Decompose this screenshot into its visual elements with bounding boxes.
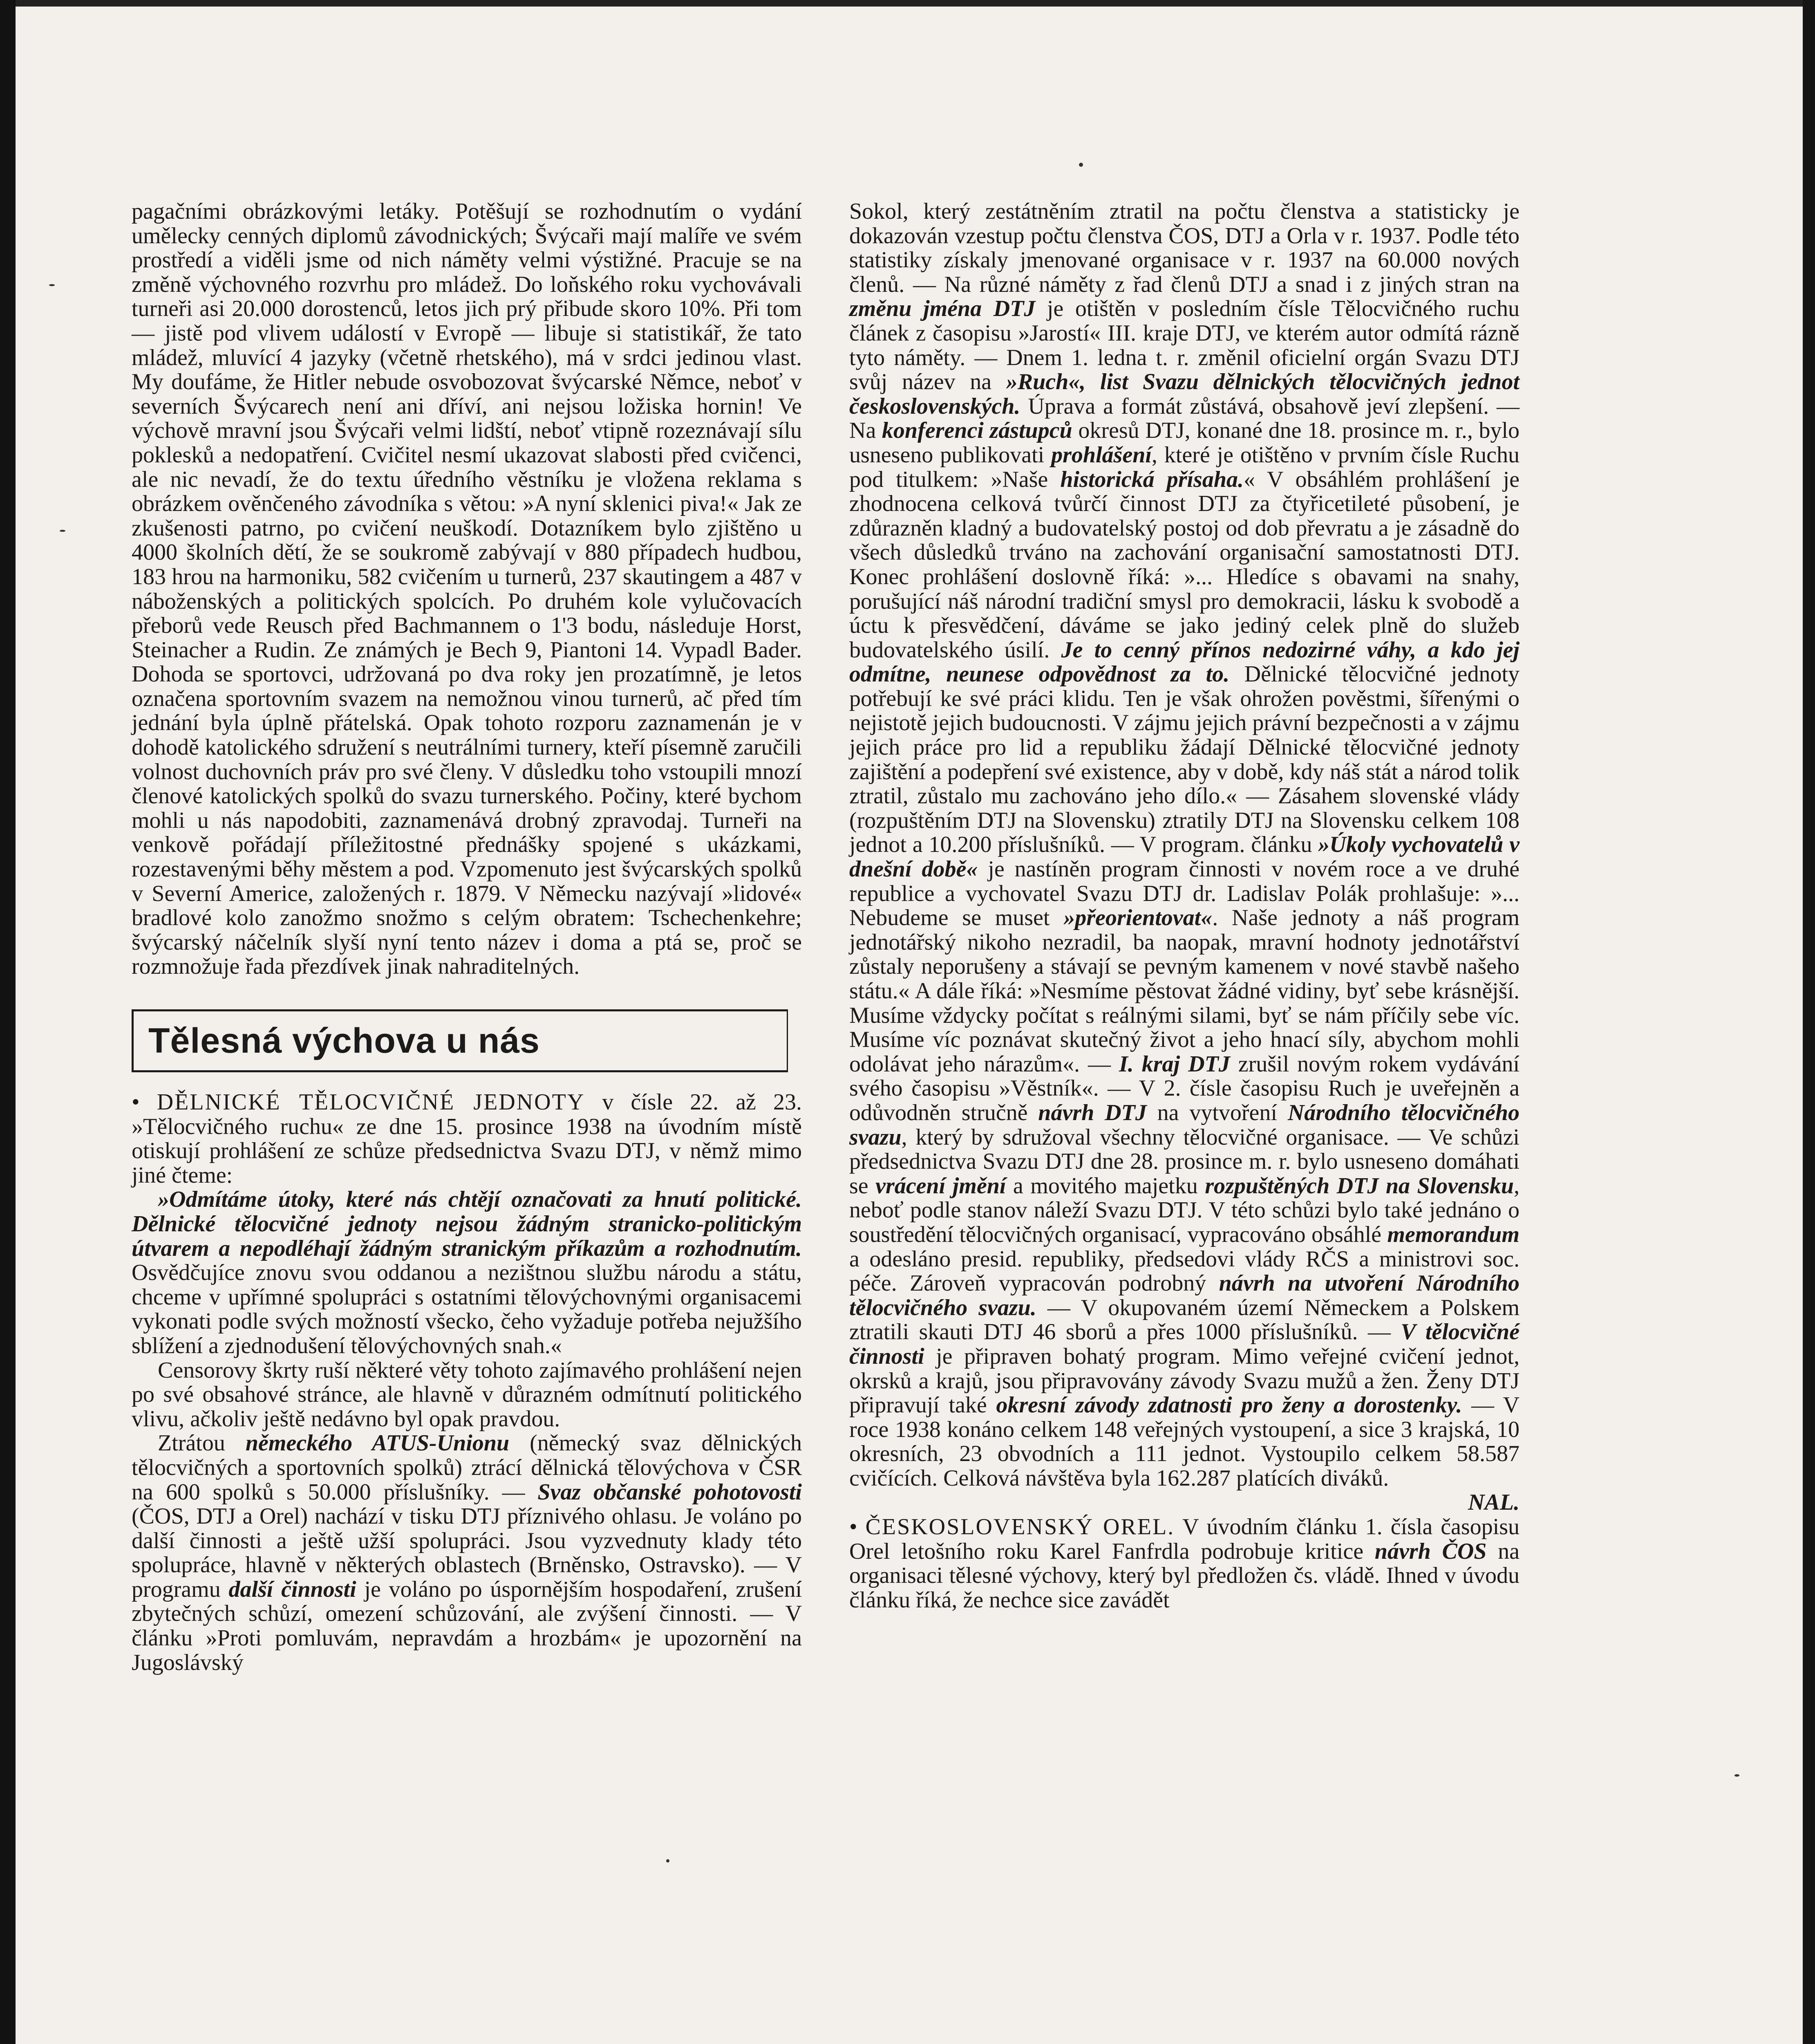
scan-speck	[666, 1859, 669, 1862]
left-column	[132, 199, 802, 1675]
paragraph-dtj-continued	[849, 199, 1520, 1490]
emphasis-run: I. kraj DTJ	[1119, 1051, 1230, 1077]
text-run: a movitého majetku	[1006, 1173, 1205, 1199]
emphasis-run: Je to cenný přínos nedozirné váhy, a kdo jej odmítne, neunese odpovědnost za to.	[849, 637, 1520, 687]
emphasis-run: »Úkoly vychovatelů v dnešní době«	[849, 832, 1520, 882]
emphasis-run: historická přísaha.	[1060, 466, 1244, 492]
emphasis-run: »přeorientovat«	[1063, 905, 1213, 931]
text-run: je připraven bohatý program. Mimo veřejné cvičení jednot, okrsků a krajů, jsou připravovány závody Svazu mužů a žen. Ženy DTJ připravují také	[849, 1343, 1520, 1418]
paragraph-quote	[132, 1188, 802, 1358]
paragraph-swiss-turners: pagačními obrázkovými letáky. Potěšují se rozhodnutím o vydání umělecky cenných diplomů závodnických; Švýcaři mají malíře ve svém prostředí a viděli jsme od nich náměty velmi výstižné. Pracuje se na změně výchovného rozvrhu pro mládež. Do loňského roku vychovávali turneři asi 20.000 dorostenců, letos jich prý přibude skoro 10%. Při tom — jistě pod vlivem událostí v Evropě — libuje si statistikář, že tato mládež, mluvící 4 jazyky (včetně rhetského), má v srdci jedinou vlast. My doufáme, že Hitler nebude osvobozovat švýcarské Němce, neboť v severních Švýcarech není ani dříví, ani nejsou ložiska hornin! Ve výchově mravní jsou Švýcaři velmi lidští, neboť vtipně rozeznávají sílu poklesků a nedopatření. Cvičitel nesmí ukazovat slabosti před cvičenci, ale nic nevadí, že do textu úředního věstníku je vložena reklama s obrázkem ověnčeného závodníka s větou: »A nyní sklenici piva!« Jak ze zkušenosti patrno, po cvičení neuškodí. Dotazníkem bylo zjištěno u 4000 školních dětí, že se soukromě zabývají v 880 případech hudbou, 183 hrou na harmoniku, 582 cvičením u turnerů, 237 skautingem a 487 v náboženských a politických spolcích. Po druhém kole vylučovacích přeborů vede Reusch před Bachmannem o 1'3 bodu, následuje Horst, Steinacher a Rudin. Ze známých je Bech 9, Piantoni 14. Vypadl Bader. Dohoda se sportovci, udržovaná po dva roky jen prozatímně, je letos označena sportovním svazem na nemožnou vinou turnerů, ač před tím jednání byla úplně přátelská. Opak tohoto rozporu zaznamenán je v dohodě katolického sdružení s neutrálními turnery, kteří písemně zaručili volnost duchovních práv pro své členy. V důsledku toho vstoupili mnozí členové katolických spolků do svazu turnerského. Počiny, které bychom mohli u nás napodobiti, zaznamenává drobný zpravodaj. Turneři na venkově pořádají příležitostné přednášky spojené s ukázkami, rozestavenými běhy městem a pod. Vzpomenuto jest švýcarských spolků v Severní Americe, založených r. 1879. V Německu nazývají »lidové« bradlové kolo zanožmo snožmo s celým obratem: Tschechenkehre; švýcarský náčelník slyší nyní tento název i doma a ptá se, proč se rozmnožuje řada přezdívek jinak nahraditelných.	[132, 199, 802, 979]
section-heading-box	[132, 1009, 788, 1072]
text-run: na vytvoření	[1146, 1100, 1288, 1125]
emphasis-run: změnu jména DTJ	[849, 296, 1036, 322]
emphasis-run: Národního tělocvičného svazu	[849, 1100, 1520, 1150]
text-run: je nastíněn program činnosti v novém roce a ve druhé republice a vychovatel Svazu DTJ dr. Ladislav Polák prohlašuje: »... Nebudeme se muset	[849, 856, 1520, 931]
emphasis-run: memorandum	[1387, 1221, 1520, 1247]
text-run: zrušil novým rokem vydávání svého časopisu »Věstník«. — V 2. čísle časopisu Ruch je uveřejněn a odůvodněn stručně	[849, 1051, 1520, 1125]
text-run: Dělnické tělocvičné jednoty potřebují ke své práci klidu. Ten je však ohrožen pověstmi, šířenými o nejistotě jejich budoucnosti. V zájmu jejich právní bezpečnosti a v zájmu jejich práce pro lid a republiku žádají Dělnické tělocvičné jednoty zajištění a podepření své existence, aby v době, kdy náš stát a národ tolik ztratil, zůstalo mu zachováno jeho dílo.« — Zásahem slovenské vlády (rozpuštěním DTJ na Slovensku) ztratily DTJ na Slovensku celkem 108 jednot a 10.200 příslušníků. — V program. článku	[849, 661, 1520, 858]
text-run: — V okupovaném území Německem a Polskem ztratili skauti DTJ 46 sborů a přes 1000 příslušníků. —	[849, 1295, 1520, 1345]
emphasis-run: prohlášení	[1051, 442, 1152, 468]
text-run: « V obsáhlém prohlášení je zhodnocena celková tvůrčí činnost DTJ za čtyřicetileté působení, je zdůrazněn kladný a budovatelský postoj od dob převratu a je zásadně do všech důsledků trváno na zachování organisační samostatnosti DTJ. Konec prohlášení doslovně říká: »... Hledíce s obavami na snahy, porušující náš národní tradiční smysl pro demokracii, lásku k svobodě a úctu k přesvědčení, dáváme se jako jediný celek plně do služeb budovatelského úsilí.	[849, 466, 1520, 663]
right-column	[849, 199, 1520, 1612]
atus-emphasis: další činnosti	[228, 1576, 356, 1602]
atus-emphasis: Svaz občanské pohotovosti	[537, 1479, 802, 1505]
text-run: je otištěn v posledním čísle Tělocvičného ruchu článek z časopisu »Jarostí« III. kraje DTJ, ve kterém autor odmítá rázně tyto náměty. — Dnem 1. ledna t. r. změnil oficielní orgán Svazu DTJ svůj název na	[849, 296, 1520, 395]
scan-speck	[49, 284, 55, 286]
dtj-lead: DĚLNICKÉ TĚLOCVIČNÉ JEDNOTY	[157, 1089, 585, 1115]
atus-text: (německý svaz dělnických tělocvičných a sportovních spolků) ztrácí dělnická tělovýchova v ČSR na 600 spolků s 50.000 příslušníky. —	[132, 1430, 802, 1505]
scan-border-top	[0, 0, 1815, 7]
emphasis-run: V tělocvičné činnosti	[849, 1319, 1520, 1369]
emphasis-run: rozpuštěných DTJ na Slovensku	[1205, 1173, 1514, 1199]
paragraph-censorship: Censorovy škrty ruší některé věty tohoto zajímavého prohlášení nejen po své obsahové stránce, ale hlavně v důrazném odmítnutí politického vlivu, ačkoliv ještě nedávno byl opak pravdou.	[132, 1357, 802, 1432]
orel-lead: ČESKOSLOVENSKÝ OREL.	[865, 1514, 1175, 1540]
text-run: — V roce 1938 konáno celkem 148 veřejných vystoupení, a sice 3 krajská, 10 okresních, 23 obvodních a 111 jednot. Vystoupilo celkem 58.587 cvičících. Celková návštěva byla 162.287 platících diváků.	[849, 1392, 1520, 1491]
text-run: , které je otištěno v prvním čísle Ruchu pod titulkem: »Naše	[849, 442, 1520, 492]
section-heading: Tělesná výchova u nás	[148, 1021, 540, 1060]
emphasis-run: návrh DTJ	[1038, 1100, 1147, 1125]
paragraph-orel	[849, 1515, 1520, 1612]
text-run: Sokol, který zestátněním ztratil na počtu členstva a statisticky je dokazován vzestup počtu členstva ČOS, DTJ a Orla v r. 1937. Podle této statistiky získaly jmenované organisace v r. 1937 na 60.000 nových členů. — Na různé náměty z řad členů DTJ a snad i z jiných stran na	[849, 199, 1520, 297]
quote-rest: Osvědčujíce znovu svou oddanou a nezištnou službu národu a státu, chceme v upřímné spolupráci s ostatními tělovýchovnými organisacemi vykonati podle svých možností všecko, čeho vyžaduje potřeba nejužšího sblížení a zjednodušení tělovýchovných snah.«	[132, 1260, 802, 1358]
emphasis-run: konferenci zástupců	[882, 418, 1072, 444]
author-signature: NAL.	[1468, 1490, 1520, 1515]
paragraph-atus	[132, 1431, 802, 1675]
text-run: a odesláno presid. republiky, předsedovi vlády RČS a ministrovi soc. péče. Zároveň vypracován podrobný	[849, 1246, 1520, 1296]
scan-speck	[1079, 163, 1083, 167]
text-run: Úprava a formát zůstává, obsahově jeví zlepšení. — Na	[849, 393, 1520, 444]
scan-speck	[60, 530, 65, 532]
text-run: . Naše jednoty a náš program jednotářský nikoho nezradil, ba naopak, mravní hodnoty jednotářství zůstaly neporušeny a stávají se pevným kamenem v nové stavbě našeho státu.« A dále říká: »Nesmíme pěstovat žádné vidiny, byť sebe krásnější. Musíme vždycky počítat s reálnými silami, byť se nám příčily sebe víc. Musíme víc poznávat skutečný život a jeho hnací síly, abychom mohli odolávat jeho nárazům«. —	[849, 905, 1520, 1077]
atus-text: Ztrátou	[158, 1430, 246, 1456]
atus-text: je voláno po úspornějším hospodaření, zrušení zbytečných schůzí, omezení schůzování, ale zvýšení činnosti. — V článku »Proti pomluvám, nepravdám a hrozbám« je upozornění na Jugoslávský	[132, 1576, 802, 1675]
emphasis-run: návrh ČOS	[1374, 1538, 1487, 1564]
emphasis-run: »Ruch«, list Svazu dělnických tělocvičných jednot československých.	[849, 369, 1520, 419]
quote-italic: »Odmítáme útoky, které nás chtějí označovati za hnutí politické. Dělnické tělocvičné jednoty nejsou žádným stranicko-politickým útvarem a nepodléhají žádným stranickým příkazům a rozhodnutím.	[132, 1187, 802, 1261]
scan-border-left	[0, 0, 16, 2044]
scan-speck	[1734, 1774, 1739, 1777]
text-run: , neboť podle stanov náleží Svazu DTJ. V této schůzi bylo také jednáno o soustředění tělocvičných organisací, vypracováno obsáhlé	[849, 1173, 1520, 1247]
scan-border-right	[1803, 0, 1815, 2044]
emphasis-run: vrácení jmění	[875, 1173, 1006, 1199]
atus-text: (ČOS, DTJ a Orel) nachází v tisku DTJ příznivého ohlasu. Je voláno po další činnosti a ještě užší spolupráci. Jsou vyzvednuty klady této spolupráce, hlavně v některých oblastech (Brněnsko, Ostravsko). — V programu	[132, 1504, 802, 1602]
text-run: , který by sdružoval všechny tělocvičné organisace. — Ve schůzi předsednictva Svazu DTJ dne 28. prosince m. r. bylo usneseno domáhati se	[849, 1124, 1520, 1199]
atus-emphasis: německého ATUS-Unionu	[245, 1430, 510, 1456]
dtj-text: v čísle 22. až 23. »Tělocvičného ruchu« ze dne 15. prosince 1938 na úvodním místě otiskují prohlášení ze schůze předsednictva Svazu DTJ, v němž mimo jiné čteme:	[132, 1089, 802, 1188]
text-run: okresů DTJ, konané dne 18. prosince m. r., bylo usneseno publikovati	[849, 418, 1520, 468]
text-run: na organisaci tělesné výchovy, který byl předložen čs. vládě. Ihned v úvodu článku říká, že nechce sice zavádět	[849, 1538, 1520, 1613]
emphasis-run: okresní závody zdatnosti pro ženy a dorostenky.	[996, 1392, 1462, 1418]
text-run: V úvodním článku 1. čísla časopisu Orel letošního roku Karel Fanfrdla podrobuje kritice	[849, 1514, 1520, 1564]
paragraph-dtj	[132, 1090, 802, 1188]
emphasis-run: návrh na utvoření Národního tělocvičného svazu.	[849, 1271, 1520, 1320]
